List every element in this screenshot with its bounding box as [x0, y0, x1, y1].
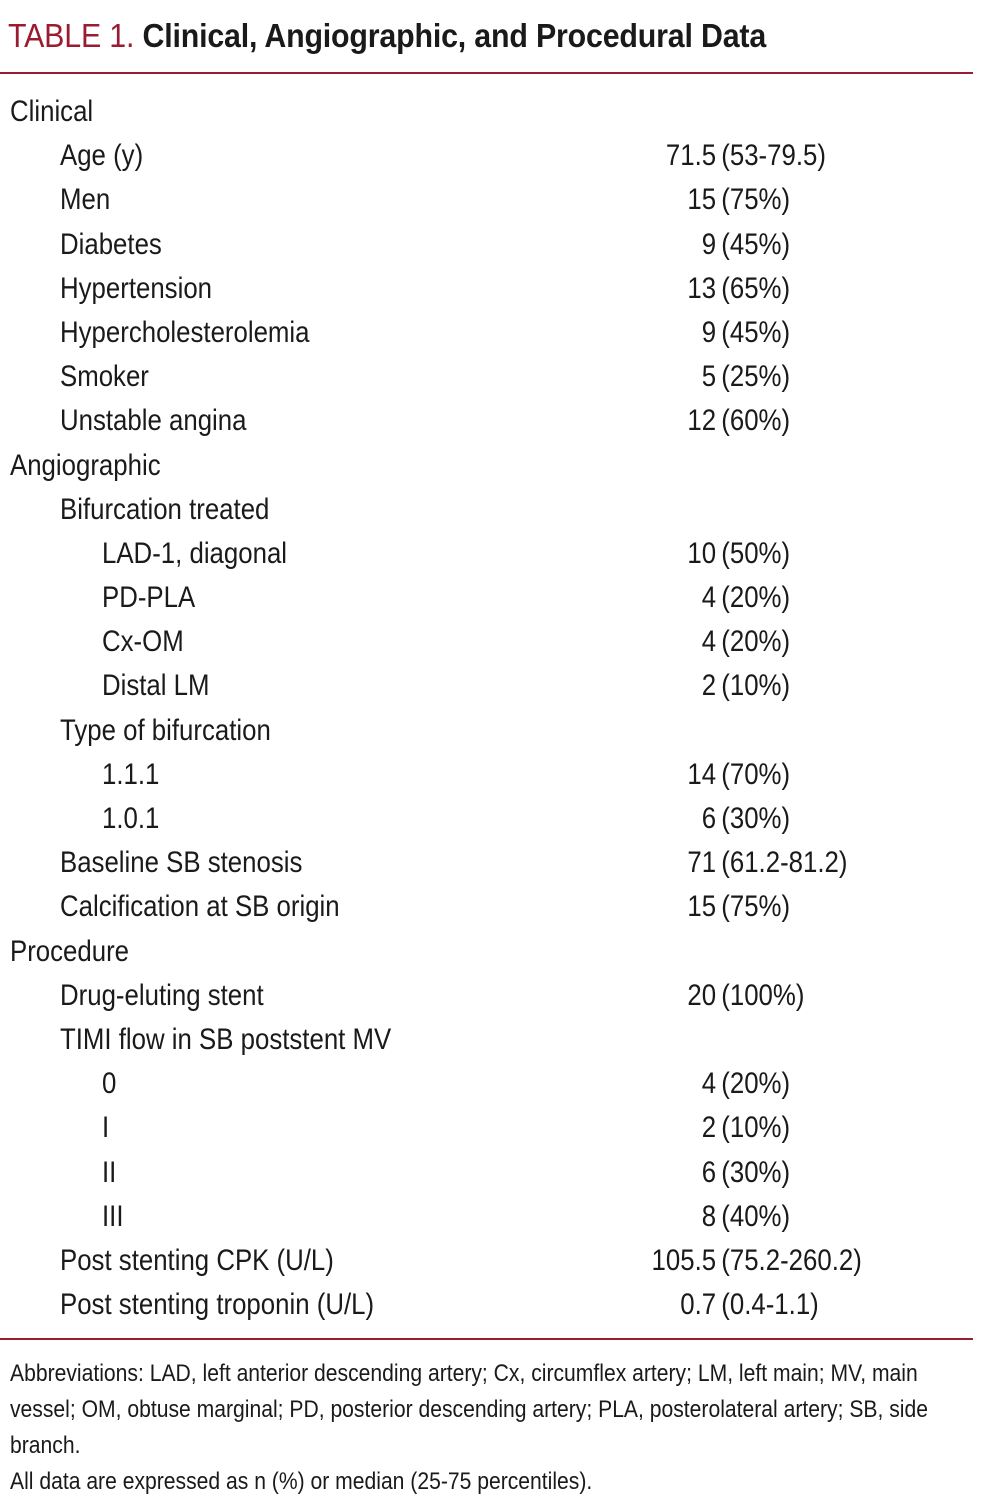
- row-value: [600, 399, 918, 443]
- row-value: [600, 1239, 918, 1283]
- row-value: [600, 797, 918, 841]
- table-number: TABLE 1.: [8, 17, 135, 54]
- table-row: [0, 178, 973, 222]
- table-row: [0, 753, 973, 797]
- row-label: II: [102, 1155, 117, 1189]
- row-value-detail: (0.4-1.1): [721, 1288, 819, 1322]
- row-value-count: 4: [701, 625, 717, 659]
- row-label: Hypertension: [60, 271, 213, 305]
- row-value-detail: (65%): [721, 271, 791, 305]
- row-value: [600, 753, 918, 797]
- row-value-count: 15: [687, 183, 717, 217]
- table-row: [0, 1239, 973, 1283]
- table-row: [0, 488, 973, 532]
- row-value-detail: (10%): [721, 669, 791, 703]
- row-label: III: [102, 1199, 124, 1233]
- table-title: [8, 14, 766, 58]
- bottom-divider: [0, 1338, 973, 1340]
- row-value-count: 0.7: [680, 1288, 717, 1322]
- row-value-detail: (75%): [721, 183, 791, 217]
- row-value: [600, 134, 918, 178]
- row-value-detail: (100%): [721, 978, 805, 1012]
- row-value-detail: (30%): [721, 802, 791, 835]
- row-value: [600, 1283, 918, 1327]
- row-value: [600, 1151, 918, 1195]
- row-label: Post stenting troponin (U/L): [60, 1288, 375, 1322]
- row-value-detail: (53-79.5): [721, 139, 826, 173]
- row-value-detail: (40%): [721, 1199, 791, 1233]
- row-label: Men: [60, 183, 111, 217]
- row-value-detail: (45%): [721, 227, 791, 261]
- row-value-detail: (25%): [721, 360, 791, 394]
- row-label: Drug-eluting stent: [60, 978, 264, 1012]
- row-value-detail: (70%): [721, 757, 791, 791]
- row-value: [600, 576, 918, 620]
- row-label: Type of bifurcation: [60, 713, 271, 747]
- row-value: [600, 355, 918, 399]
- section-header-row: [0, 930, 973, 974]
- row-label: Cx-OM: [102, 625, 184, 659]
- row-value-detail: (20%): [721, 1067, 791, 1101]
- row-value-detail: (75%): [721, 890, 791, 924]
- row-value: [600, 267, 918, 311]
- table-row: [0, 223, 973, 267]
- row-value-count: 15: [687, 890, 717, 924]
- row-value: [600, 974, 918, 1018]
- row-label: Hypercholesterolemia: [60, 315, 310, 349]
- row-value-count: 4: [701, 581, 717, 615]
- table-row: [0, 841, 973, 885]
- row-value: [600, 223, 918, 267]
- row-value-detail: (10%): [721, 1111, 791, 1145]
- table-row: [0, 1062, 973, 1106]
- row-label: Baseline SB stenosis: [60, 846, 303, 880]
- table-row: [0, 1151, 973, 1195]
- row-label: Age (y): [60, 139, 144, 173]
- table-row: [0, 1106, 973, 1150]
- row-value-count: 5: [701, 360, 717, 394]
- row-value-count: 6: [701, 1155, 717, 1189]
- row-label: Calcification at SB origin: [60, 890, 340, 924]
- row-value: [600, 664, 918, 708]
- row-value: [600, 1106, 918, 1150]
- row-value-count: 71.5: [665, 139, 717, 173]
- row-value-count: 12: [687, 404, 717, 438]
- row-label: Diabetes: [60, 227, 162, 261]
- row-label: I: [102, 1111, 110, 1145]
- row-value-count: 6: [701, 802, 717, 835]
- row-value-count: 13: [687, 271, 717, 305]
- row-value-count: 20: [687, 978, 717, 1012]
- table-row: [0, 885, 973, 929]
- table-row: [0, 134, 973, 178]
- table-row: [0, 576, 973, 620]
- footnote-abbreviations: Abbreviations: LAD, left anterior descending artery; Cx, circumflex artery; LM, left main; MV, main vessel; OM, obtuse marginal; PD, posterior descending artery; PLA, posterolateral artery; SB, side branch.: [10, 1360, 928, 1459]
- row-value: [600, 885, 918, 929]
- row-label: Clinical: [10, 95, 94, 128]
- table-row: [0, 797, 973, 841]
- table-row: [0, 709, 973, 753]
- row-value-count: 105.5: [651, 1243, 717, 1277]
- row-value-count: 10: [687, 536, 717, 570]
- table-row: [0, 620, 973, 664]
- row-label: Bifurcation treated: [60, 492, 270, 526]
- row-label: LAD-1, diagonal: [102, 536, 288, 570]
- row-label: 1.1.1: [102, 757, 160, 791]
- table-row: [0, 311, 973, 355]
- table-row: [0, 267, 973, 311]
- row-value-count: 9: [701, 315, 717, 349]
- section-header-row: [0, 90, 973, 134]
- row-label: 0: [102, 1067, 117, 1101]
- row-value-detail: (30%): [721, 1155, 791, 1189]
- table-row: [0, 399, 973, 443]
- row-value-detail: (20%): [721, 625, 791, 659]
- row-label: Procedure: [10, 934, 130, 968]
- footnote-note: All data are expressed as n (%) or median (25-75 percentiles).: [10, 1468, 593, 1495]
- table-row: [0, 355, 973, 399]
- data-table: [0, 90, 973, 1327]
- row-value: [600, 311, 918, 355]
- row-label: Unstable angina: [60, 404, 247, 438]
- table-caption: Clinical, Angiographic, and Procedural Data: [142, 17, 767, 54]
- row-label: 1.0.1: [102, 802, 160, 835]
- row-value: [600, 1062, 918, 1106]
- row-value: [600, 841, 918, 885]
- table-row: [0, 532, 973, 576]
- row-label: Distal LM: [102, 669, 210, 703]
- row-value-detail: (60%): [721, 404, 791, 438]
- row-value-detail: (20%): [721, 581, 791, 615]
- table-row: [0, 664, 973, 708]
- row-value-count: 14: [687, 757, 717, 791]
- row-value-detail: (61.2-81.2): [721, 846, 848, 880]
- row-value-detail: (50%): [721, 536, 791, 570]
- row-value-count: 71: [687, 846, 717, 880]
- row-value: [600, 532, 918, 576]
- table-row: [0, 1018, 973, 1062]
- table-footnote: [10, 1356, 975, 1500]
- table-row: [0, 974, 973, 1018]
- row-value-count: 9: [701, 227, 717, 261]
- row-value-count: 2: [701, 669, 717, 703]
- row-value: [600, 620, 918, 664]
- row-value-count: 8: [701, 1199, 717, 1233]
- row-value-count: 2: [701, 1111, 717, 1145]
- row-label: PD-PLA: [102, 581, 196, 615]
- section-header-row: [0, 444, 973, 488]
- row-value-detail: (75.2-260.2): [721, 1243, 862, 1277]
- top-divider: [0, 72, 973, 74]
- table-row: [0, 1195, 973, 1239]
- row-label: Angiographic: [10, 448, 161, 482]
- row-value: [600, 1195, 918, 1239]
- row-label: Post stenting CPK (U/L): [60, 1243, 334, 1277]
- row-label: TIMI flow in SB poststent MV: [60, 1022, 392, 1056]
- table-row: [0, 1283, 973, 1327]
- row-label: Smoker: [60, 360, 149, 394]
- row-value-detail: (45%): [721, 315, 791, 349]
- row-value-count: 4: [701, 1067, 717, 1101]
- row-value: [600, 178, 918, 222]
